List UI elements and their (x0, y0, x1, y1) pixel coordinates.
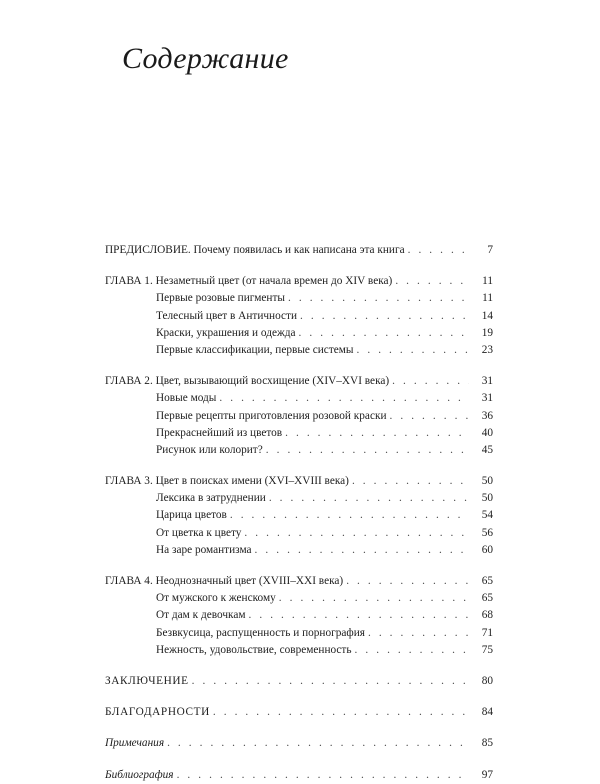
toc-entry-label: Нежность, удовольствие, современность (156, 643, 352, 656)
toc-entry-label: Библиография (105, 768, 174, 781)
toc-entry-page: 60 (481, 543, 493, 556)
toc-entry-section[interactable] (105, 590, 493, 607)
dot-leader (266, 490, 469, 507)
toc-entry-section[interactable] (105, 490, 493, 507)
toc-entry-acknowledgements[interactable] (105, 704, 493, 721)
toc-entry-page: 19 (481, 326, 493, 339)
toc-entry-label: На заре романтизма (156, 543, 252, 556)
toc-entry-label: Прекраснейший из цветов (156, 426, 283, 439)
dot-leader (241, 525, 469, 542)
dot-leader (392, 273, 469, 290)
toc-entry-section[interactable] (105, 542, 493, 559)
toc-entry-bibliography[interactable] (105, 767, 493, 784)
toc-entry-page: 85 (481, 737, 493, 750)
toc-entry-section[interactable] (105, 607, 493, 624)
toc-entry-page: 68 (481, 609, 493, 622)
toc-entry-page: 75 (481, 643, 493, 656)
toc-entry-section[interactable] (105, 642, 493, 659)
toc-entry-label: Примечания (105, 737, 165, 750)
toc-entry-page: 80 (481, 674, 493, 687)
dot-leader (276, 590, 469, 607)
toc-entry-page: 71 (481, 626, 493, 639)
dot-leader (352, 642, 469, 659)
toc-entry-page: 56 (481, 526, 493, 539)
dot-leader (252, 542, 469, 559)
toc-entry-label: БЛАГОДАРНОСТИ (105, 706, 210, 719)
toc-entry-label: Краски, украшения и одежда (156, 326, 296, 339)
dot-leader (349, 473, 469, 490)
dot-leader (216, 390, 469, 407)
toc-entry-section[interactable] (105, 442, 493, 459)
toc-entry-page: 54 (481, 509, 493, 522)
table-of-contents (105, 242, 493, 784)
toc-entry-page: 50 (481, 492, 493, 505)
toc-entry-section[interactable] (105, 308, 493, 325)
toc-entry-label: От мужского к женскому (156, 592, 276, 605)
toc-entry-label: Первые рецепты приготовления розовой краски (156, 409, 387, 422)
toc-entry-preface[interactable] (105, 242, 493, 259)
toc-entry-label: ГЛАВА 2. Цвет, вызывающий восхищение (XIV–XVI века) (105, 375, 390, 388)
dot-leader (354, 342, 469, 359)
toc-entry-label: Лексика в затруднении (156, 492, 266, 505)
toc-entry-label: От дам к девочкам (156, 609, 246, 622)
toc-entry-page: 84 (481, 706, 493, 719)
dot-leader (282, 425, 469, 442)
toc-entry-section[interactable] (105, 507, 493, 524)
toc-entry-chapter-3[interactable] (105, 473, 493, 490)
toc-entry-label: ЗАКЛЮЧЕНИЕ (105, 674, 189, 687)
toc-entry-chapter-4[interactable] (105, 573, 493, 590)
toc-entry-page: 50 (481, 475, 493, 488)
dot-leader (263, 442, 469, 459)
toc-entry-page: 23 (481, 343, 493, 356)
dot-leader (365, 625, 469, 642)
toc-entry-page: 36 (481, 409, 493, 422)
dot-leader (343, 573, 469, 590)
dot-leader (174, 767, 469, 784)
dot-leader (285, 290, 469, 307)
toc-entry-page: 65 (481, 592, 493, 605)
toc-entry-page: 97 (481, 768, 493, 781)
toc-entry-page: 40 (481, 426, 493, 439)
toc-entry-label: Первые розовые пигменты (156, 292, 285, 305)
dot-leader (389, 373, 469, 390)
toc-entry-section[interactable] (105, 342, 493, 359)
toc-entry-page: 11 (482, 275, 493, 288)
toc-entry-page: 31 (481, 375, 493, 388)
dot-leader (296, 325, 469, 342)
dot-leader (297, 308, 469, 325)
toc-entry-label: Новые моды (156, 392, 217, 405)
toc-entry-section[interactable] (105, 390, 493, 407)
toc-entry-page: 14 (481, 309, 493, 322)
toc-entry-section[interactable] (105, 290, 493, 307)
toc-entry-section[interactable] (105, 325, 493, 342)
dot-leader (246, 607, 469, 624)
toc-entry-page: 65 (481, 575, 493, 587)
toc-entry-page: 45 (481, 443, 493, 456)
dot-leader (387, 408, 470, 425)
toc-entry-section[interactable] (105, 525, 493, 542)
dot-leader (189, 673, 469, 690)
toc-entry-label: От цветка к цвету (156, 526, 242, 539)
toc-entry-section[interactable] (105, 425, 493, 442)
dot-leader (227, 507, 469, 524)
toc-entry-chapter-2[interactable] (105, 373, 493, 390)
toc-entry-label: Безвкусица, распущенность и порнография (156, 626, 365, 639)
toc-entry-section[interactable] (105, 408, 493, 425)
page-title: Содержание (122, 42, 289, 75)
toc-entry-label: ГЛАВА 1. Незаметный цвет (от начала времен до XIV века) (105, 275, 393, 288)
toc-entry-label: Рисунок или колорит? (156, 443, 263, 456)
dot-leader (405, 242, 469, 259)
toc-entry-label: ГЛАВА 4. Неоднозначный цвет (XVIII–XXI века) (105, 575, 344, 587)
toc-entry-conclusion[interactable] (105, 673, 493, 690)
toc-entry-label: Царица цветов (156, 509, 227, 522)
toc-entry-page: 7 (487, 244, 493, 256)
toc-entry-page: 31 (481, 392, 493, 405)
toc-entry-label: ГЛАВА 3. Цвет в поисках имени (XVI–XVIII века) (105, 475, 349, 488)
toc-entry-label: Первые классификации, первые системы (156, 343, 354, 356)
toc-entry-label: Телесный цвет в Античности (156, 309, 298, 322)
toc-entry-section[interactable] (105, 625, 493, 642)
toc-entry-page: 11 (482, 292, 493, 305)
toc-entry-label: ПРЕДИСЛОВИЕ. Почему появилась и как написана эта книга (105, 244, 405, 256)
toc-entry-chapter-1[interactable] (105, 273, 493, 290)
dot-leader (210, 704, 469, 721)
